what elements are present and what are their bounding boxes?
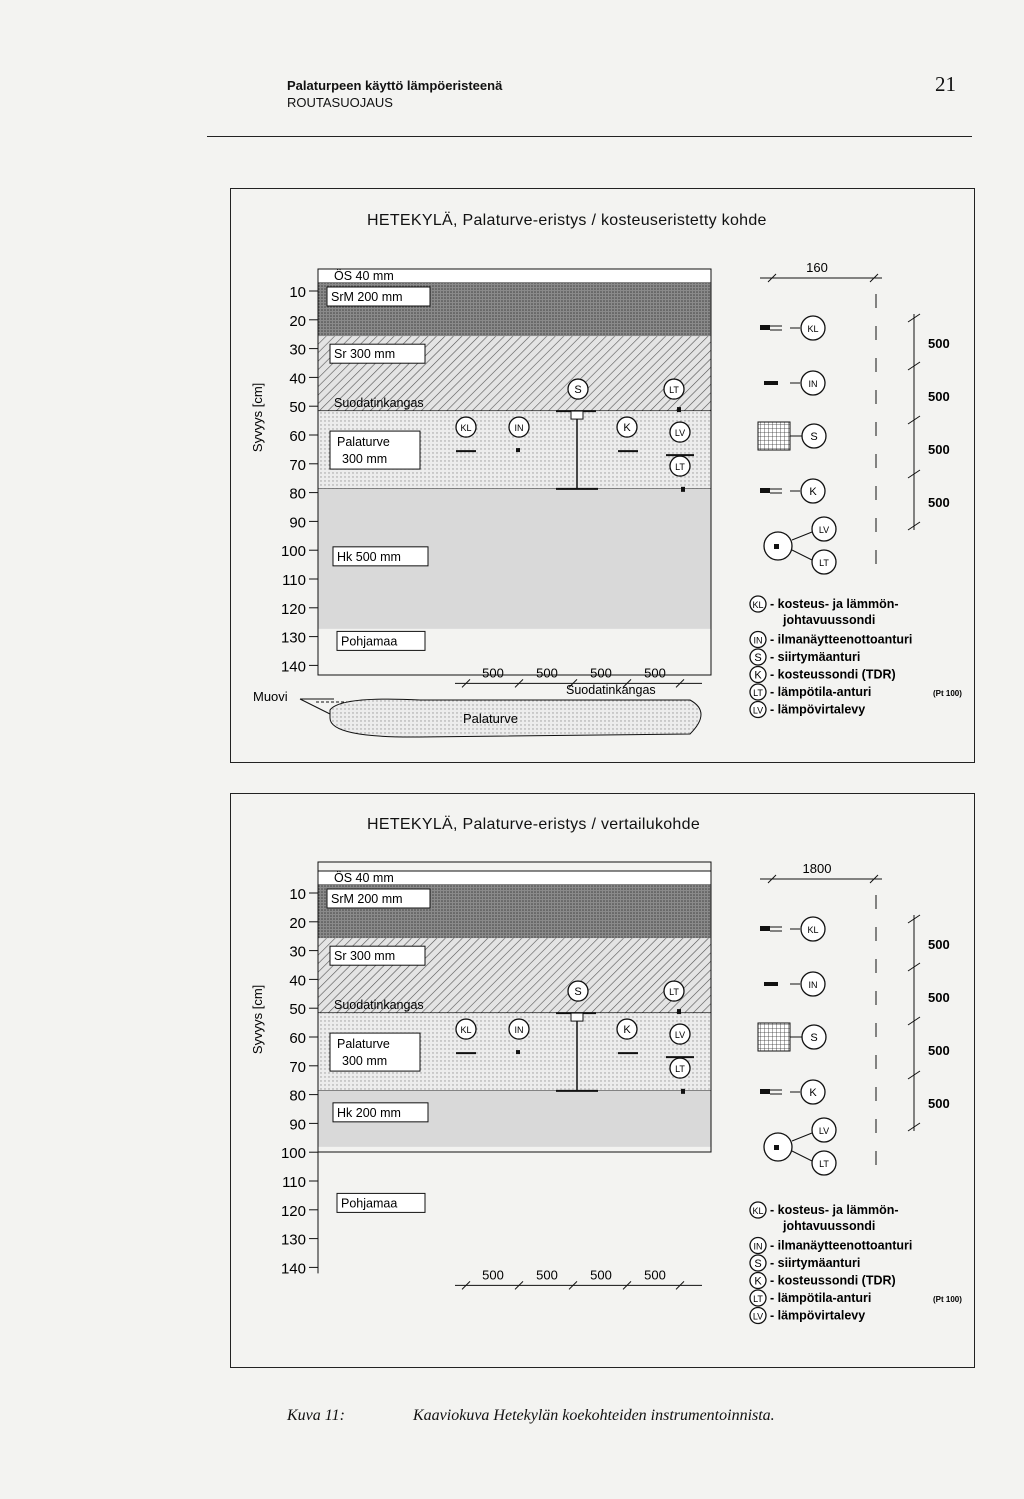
sensor-label: IN [514,1025,524,1036]
sensor-label: LT [675,1064,685,1075]
sensor-label: S [754,1258,762,1270]
layer-label-peat-thickness: 300 mm [342,452,388,467]
depth-tick-label: 50 [289,399,306,417]
temp-sensor-mark [681,487,685,492]
sensor-label: LT [669,987,679,998]
sensor-label: LV [674,428,686,439]
leader-line [792,532,812,540]
sensor-label: LT [675,462,685,473]
depth-tick-label: 40 [289,972,306,990]
layer-label-hk: Hk 200 mm [337,1105,401,1120]
sensor-label: LV [752,705,764,716]
depth-tick-label: 20 [289,312,306,330]
legend-note: (Pt 100) [933,1295,962,1304]
probe-mark [774,544,779,549]
layer-label-filter: Suodatinkangas [334,396,424,411]
settlement-head [571,1013,583,1021]
caption-label: Kuva 11: [287,1407,345,1424]
in-probe [516,1050,520,1054]
depth-tick-label: 60 [289,1030,306,1047]
header-subtitle: ROUTASUOJAUS [287,95,393,110]
sensor-label: K [623,422,631,435]
leader-line [792,1133,812,1141]
probe-mark [774,1145,779,1150]
sensor-label: S [810,1032,818,1044]
leader-line [300,699,330,714]
sensor-label: KL [460,423,472,434]
depth-tick-label: 70 [289,1058,306,1076]
sensor-label: LT [819,558,829,568]
sensor-label: LT [753,1294,763,1304]
spacing-label: 500 [536,1267,558,1283]
depth-tick-label: 120 [280,1202,306,1220]
spacing-label: 500 [482,665,504,681]
axis-label: Syvyys [cm] [250,382,265,453]
sensor-label: IN [753,1241,763,1252]
temp-sensor-mark [681,1089,685,1094]
in-probe [516,448,520,452]
depth-tick-label: 40 [289,370,306,388]
legend-text-cont: johtavuussondi [783,1219,876,1233]
sensor-label: KL [807,324,819,334]
depth-tick-label: 100 [280,1145,306,1163]
plan-width-label: 160 [806,260,828,275]
legend-text: - kosteussondi (TDR) [770,667,896,682]
layer-label-subgrade: Pohjamaa [341,1196,398,1211]
spacing-label: 500 [536,665,558,681]
sensor-label: KL [752,1206,764,1216]
legend-text: - lämpövirtalevy [770,702,866,717]
plan-spacing-label: 500 [928,1043,950,1058]
depth-tick-label: 140 [280,658,306,676]
page-number: 21 [935,72,956,96]
temp-sensor-mark [677,1009,681,1014]
legend-text: - ilmanäytteenottoanturi [770,632,913,647]
spacing-label: 500 [482,1267,504,1283]
legend-text: - siirtymäanturi [770,1256,861,1270]
sensor-label: KL [752,600,764,610]
depth-tick-label: 80 [289,1087,306,1105]
figure-title: HETEKYLÄ, Palaturve-eristys / kosteuseristetty kohde [367,212,767,229]
sensor-label: S [574,384,582,397]
plan-spacing-label: 500 [928,1096,950,1111]
sensor-label: K [754,1275,762,1288]
sensor-label: K [809,486,817,498]
layer-label-peat-thickness: 300 mm [342,1054,388,1069]
temp-sensor-mark [677,407,681,412]
layer-label-srm: SrM 200 mm [331,892,403,906]
sensor-label: LV [674,1030,686,1041]
layer-label-filter: Suodatinkangas [334,998,424,1013]
legend-text-cont: johtavuussondi [783,613,876,627]
legend-text: - siirtymäanturi [770,650,861,664]
depth-tick-label: 70 [289,456,306,474]
peat-lens-label: Palaturve [463,711,518,726]
depth-tick-label: 50 [289,1001,306,1019]
sensor-label: LV [818,525,830,535]
sensor-label: LV [752,1311,764,1322]
leader-line [792,550,812,560]
sensor-label: KL [460,1025,472,1036]
plan-spacing-label: 500 [928,937,950,952]
filter-label: Suodatinkangas [566,683,656,697]
sensor-label: K [754,669,762,682]
legend-text: - lämpötila-anturi [770,1291,872,1305]
sensor-label: LT [753,688,763,698]
sensor-label: S [810,431,818,443]
layer-label-sr: Sr 300 mm [334,347,396,362]
legend-text: - kosteus- ja lämmön- [770,1203,899,1217]
depth-tick-label: 140 [280,1260,306,1278]
legend-text: - ilmanäytteenottoanturi [770,1238,913,1253]
layer-label-os: ÖS 40 mm [334,871,394,885]
depth-tick-label: 120 [280,600,306,618]
axis-label: Syvyys [cm] [250,984,265,1055]
legend-text: - lämpötila-anturi [770,685,872,699]
layer-label-hk: Hk 500 mm [337,549,401,564]
probe-mark [764,381,778,385]
probe-mark [760,926,770,931]
header-title: Palaturpeen käyttö lämpöeristeenä [287,78,503,93]
spacing-label: 500 [644,1267,666,1283]
depth-tick-label: 110 [282,572,306,589]
spacing-label: 500 [590,665,612,681]
plan-spacing-label: 500 [928,990,950,1005]
plan-spacing-label: 500 [928,389,950,404]
depth-tick-label: 30 [289,943,306,961]
sensor-label: LV [818,1126,830,1136]
plan-spacing-label: 500 [928,495,950,510]
depth-tick-label: 60 [289,428,306,445]
sensor-label: KL [807,925,819,935]
plate-mark [758,1023,790,1051]
legend-text: - kosteus- ja lämmön- [770,597,899,611]
plan-width-label: 1800 [802,861,832,876]
layer-label-srm: SrM 200 mm [331,290,403,304]
sensor-label: LT [669,385,679,396]
figure-title: HETEKYLÄ, Palaturve-eristys / vertailukohde [367,816,701,833]
cross-section-bottom [250,861,962,1324]
layer-label-peat: Palaturve [337,1037,390,1052]
caption-text: Kaaviokuva Hetekylän koekohteiden instrumentoinnista. [413,1407,775,1424]
sensor-label: S [754,652,762,664]
spacing-label: 500 [644,665,666,681]
depth-tick-label: 100 [280,543,306,561]
sensor-label: S [574,986,582,999]
sensor-label: IN [514,423,524,434]
sensor-label: K [809,1087,817,1099]
probe-mark [760,488,770,493]
depth-tick-label: 80 [289,485,306,503]
depth-tick-label: 90 [289,1116,306,1134]
plan-spacing-label: 500 [928,336,950,351]
depth-tick-label: 130 [280,629,306,647]
layer-label-os: ÖS 40 mm [334,269,394,283]
sensor-label: IN [808,980,818,990]
plate-mark [758,422,790,450]
legend-note: (Pt 100) [933,689,962,698]
depth-tick-label: 30 [289,341,306,359]
legend-text: - kosteussondi (TDR) [770,1273,896,1288]
probe-mark [760,1089,770,1094]
sensor-label: IN [753,635,763,646]
probe-mark [764,982,778,986]
spacing-label: 500 [590,1267,612,1283]
depth-tick-label: 110 [282,1174,306,1191]
sensor-label: LT [819,1159,829,1169]
layer-label-peat: Palaturve [337,435,390,450]
legend-text: - lämpövirtalevy [770,1308,866,1323]
depth-tick-label: 10 [289,886,306,903]
depth-tick-label: 90 [289,514,306,532]
depth-tick-label: 20 [289,914,306,932]
layer-label-sr: Sr 300 mm [334,949,396,964]
leader-line [792,1151,812,1161]
layer-label-subgrade: Pohjamaa [341,634,398,649]
settlement-head [571,411,583,419]
depth-tick-label: 10 [289,284,306,301]
probe-mark [760,325,770,330]
sensor-label: K [623,1024,631,1037]
sensor-label: IN [808,379,818,389]
depth-tick-label: 130 [280,1231,306,1249]
plastic-label: Muovi [253,689,288,704]
cross-section-top [250,260,962,737]
plan-spacing-label: 500 [928,442,950,457]
